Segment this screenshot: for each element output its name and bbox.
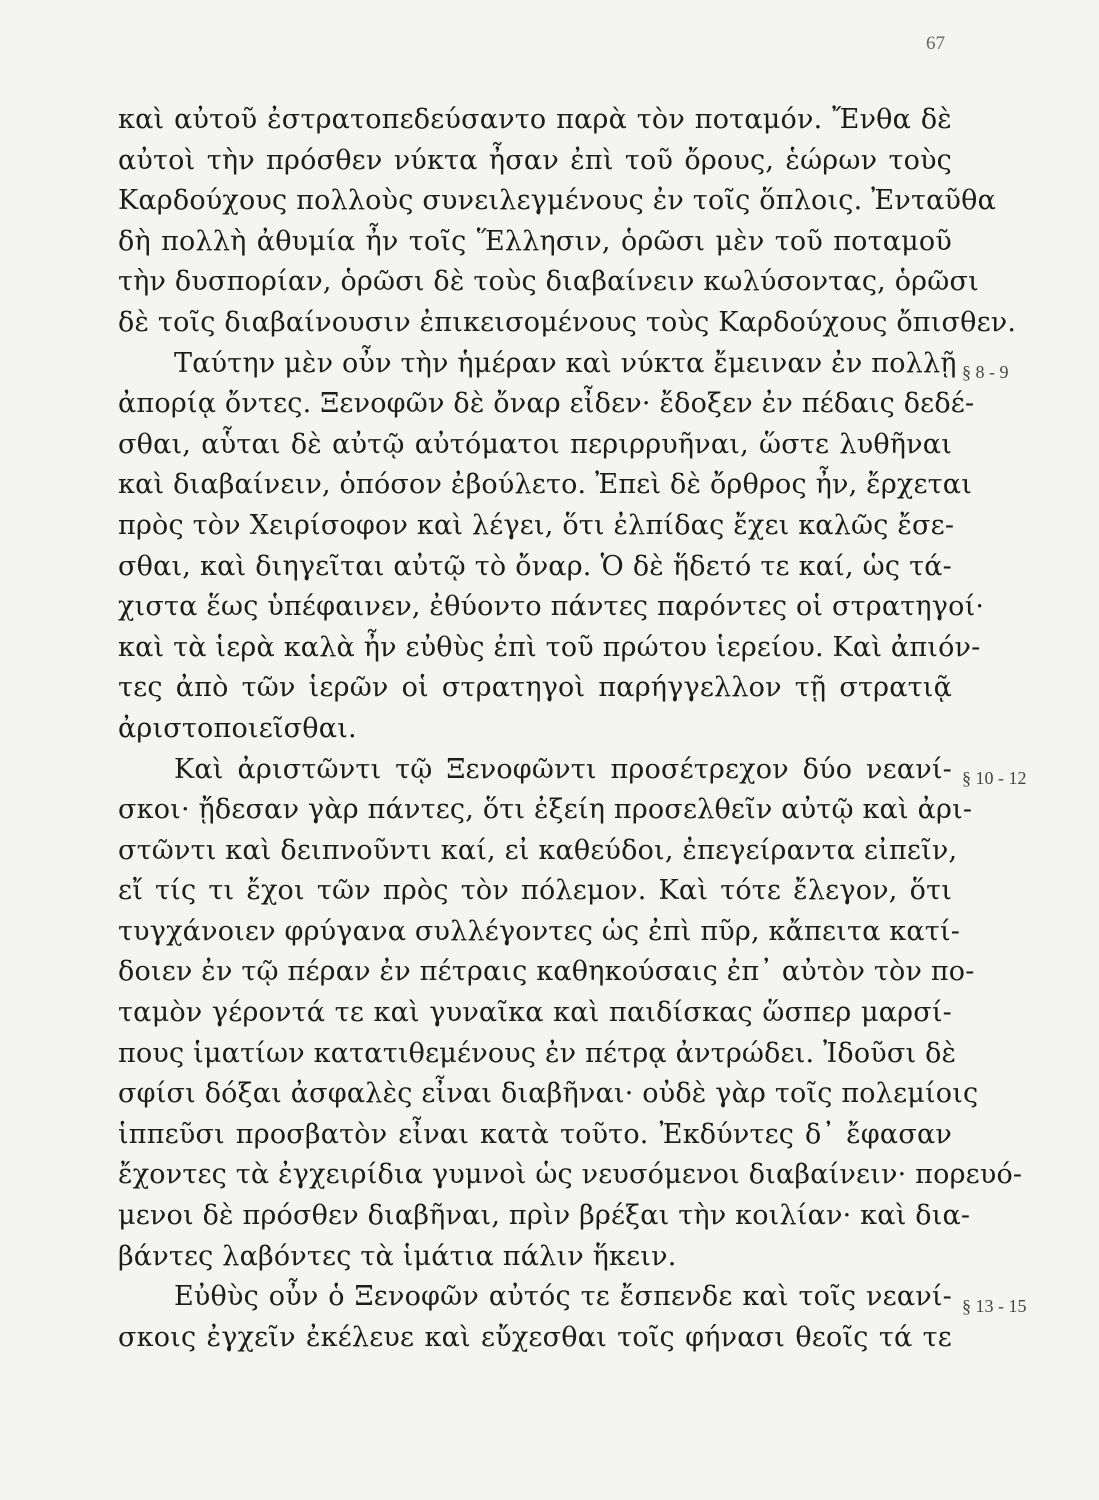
text-line: στῶντι καὶ δειπνοῦντι καί, εἰ καθεύδοι, ἐπεγείραντα εἰπεῖν,: [118, 834, 958, 866]
text-line: τες ἀπὸ τῶν ἱερῶν οἱ στρατηγοὶ παρήγγελλον τῇ στρατιᾷ: [118, 672, 952, 704]
text-line: καὶ αὐτοῦ ἐστρατοπεδεύσαντο παρὰ τὸν ποταμόν. Ἔνθα δὲ: [118, 104, 952, 135]
text-line: σκοις ἐγχεῖν ἐκέλευε καὶ εὔχεσθαι τοῖς φήνασι θεοῖς τά τε: [118, 1321, 952, 1353]
paragraph-start-line: Ταύτην μὲν οὖν τὴν ἡμέραν καὶ νύκτα ἔμειναν ἐν πολλῇ: [174, 347, 957, 379]
text-line: καὶ τὰ ἱερὰ καλὰ ἦν εὐθὺς ἐπὶ τοῦ πρώτου ἱερείου. Καὶ ἀπιόν-: [118, 631, 981, 663]
text-line: πρὸς τὸν Χειρίσοφον καὶ λέγει, ὅτι ἐλπίδας ἔχει καλῶς ἔσε-: [118, 509, 955, 541]
text-line: τυγχάνοιεν φρύγανα συλλέγοντες ὡς ἐπὶ πῦρ, κἄπειτα κατί-: [118, 915, 961, 947]
margin-section-note: § 13 - 15: [962, 1296, 1027, 1316]
text-line: πους ἱματίων κατατιθεμένους ἐν πέτρᾳ ἀντρώδει. Ἰδοῦσι δὲ: [118, 1037, 957, 1069]
text-line: ἱππεῦσι προσβατὸν εἶναι κατὰ τοῦτο. Ἐκδύντες δ᾽ ἔφασαν: [118, 1118, 952, 1150]
text-line: δοιεν ἐν τῷ πέραν ἐν πέτραις καθηκούσαις ἐπ᾽ αὐτὸν τὸν πο-: [118, 956, 975, 988]
text-line: ἔχοντες τὰ ἐγχειρίδια γυμνοὶ ὡς νευσόμενοι διαβαίνειν· πορευό-: [118, 1159, 1023, 1191]
text-line: αὐτοὶ τὴν πρόσθεν νύκτα ἦσαν ἐπὶ τοῦ ὄρους, ἑώρων τοὺς: [118, 144, 952, 176]
text-line: σφίσι δόξαι ἀσφαλὲς εἶναι διαβῆναι· οὐδὲ γὰρ τοῖς πολεμίοις: [118, 1078, 979, 1110]
margin-section-note: § 8 - 9: [962, 362, 1009, 382]
text-line: χιστα ἕως ὑπέφαινεν, ἐθύοντο πάντες παρόντες οἱ στρατηγοί·: [118, 591, 985, 623]
text-line: ἀριστοποιεῖσθαι.: [118, 712, 357, 744]
margin-section-note: § 10 - 12: [962, 768, 1027, 788]
text-line: δὴ πολλὴ ἀθυμία ἦν τοῖς Ἕλλησιν, ὁρῶσι μὲν τοῦ ποταμοῦ: [118, 225, 952, 257]
text-line: μενοι δὲ πρόσθεν διαβῆναι, πρὶν βρέξαι τὴν κοιλίαν· καὶ δια-: [118, 1200, 971, 1232]
paragraph-start-line: Εὐθὺς οὖν ὁ Ξενοφῶν αὐτός τε ἔσπενδε καὶ τοῖς νεανί-: [174, 1281, 952, 1313]
text-line: ταμὸν γέροντά τε καὶ γυναῖκα καὶ παιδίσκας ὥσπερ μαρσί-: [118, 997, 952, 1029]
text-line: καὶ διαβαίνειν, ὁπόσον ἐβούλετο. Ἐπεὶ δὲ ὄρθρος ἦν, ἔρχεται: [118, 469, 973, 501]
text-line: σθαι, αὗται δὲ αὐτῷ αὐτόματοι περιρρυῆναι, ὥστε λυθῆναι: [118, 428, 952, 460]
page-number: 67: [926, 33, 945, 54]
text-line: εἴ τίς τι ἔχοι τῶν πρὸς τὸν πόλεμον. Καὶ τότε ἔλεγον, ὅτι: [118, 875, 952, 907]
text-line: σθαι, καὶ διηγεῖται αὐτῷ τὸ ὄναρ. Ὁ δὲ ἥδετό τε καί, ὡς τά-: [118, 550, 952, 582]
text-line: Καρδούχους πολλοὺς συνειλεγμένους ἐν τοῖς ὅπλοις. Ἐνταῦθα: [118, 185, 997, 217]
paragraph-start-line: Καὶ ἀριστῶντι τῷ Ξενοφῶντι προσέτρεχον δύο νεανί-: [174, 753, 952, 785]
text-line: σκοι· ᾔδεσαν γὰρ πάντες, ὅτι ἐξείη προσελθεῖν αὐτῷ καὶ ἀρι-: [118, 794, 973, 826]
text-line: ἀπορίᾳ ὄντες. Ξενοφῶν δὲ ὄναρ εἶδεν· ἔδοξεν ἐν πέδαις δεδέ-: [118, 388, 975, 420]
text-line: τὴν δυσπορίαν, ὁρῶσι δὲ τοὺς διαβαίνειν κωλύσοντας, ὁρῶσι: [118, 266, 979, 298]
text-line: δὲ τοῖς διαβαίνουσιν ἐπικεισομένους τοὺς Καρδούχους ὄπισθεν.: [118, 306, 1017, 338]
text-line: βάντες λαβόντες τὰ ἱμάτια πάλιν ἥκειν.: [118, 1240, 677, 1272]
